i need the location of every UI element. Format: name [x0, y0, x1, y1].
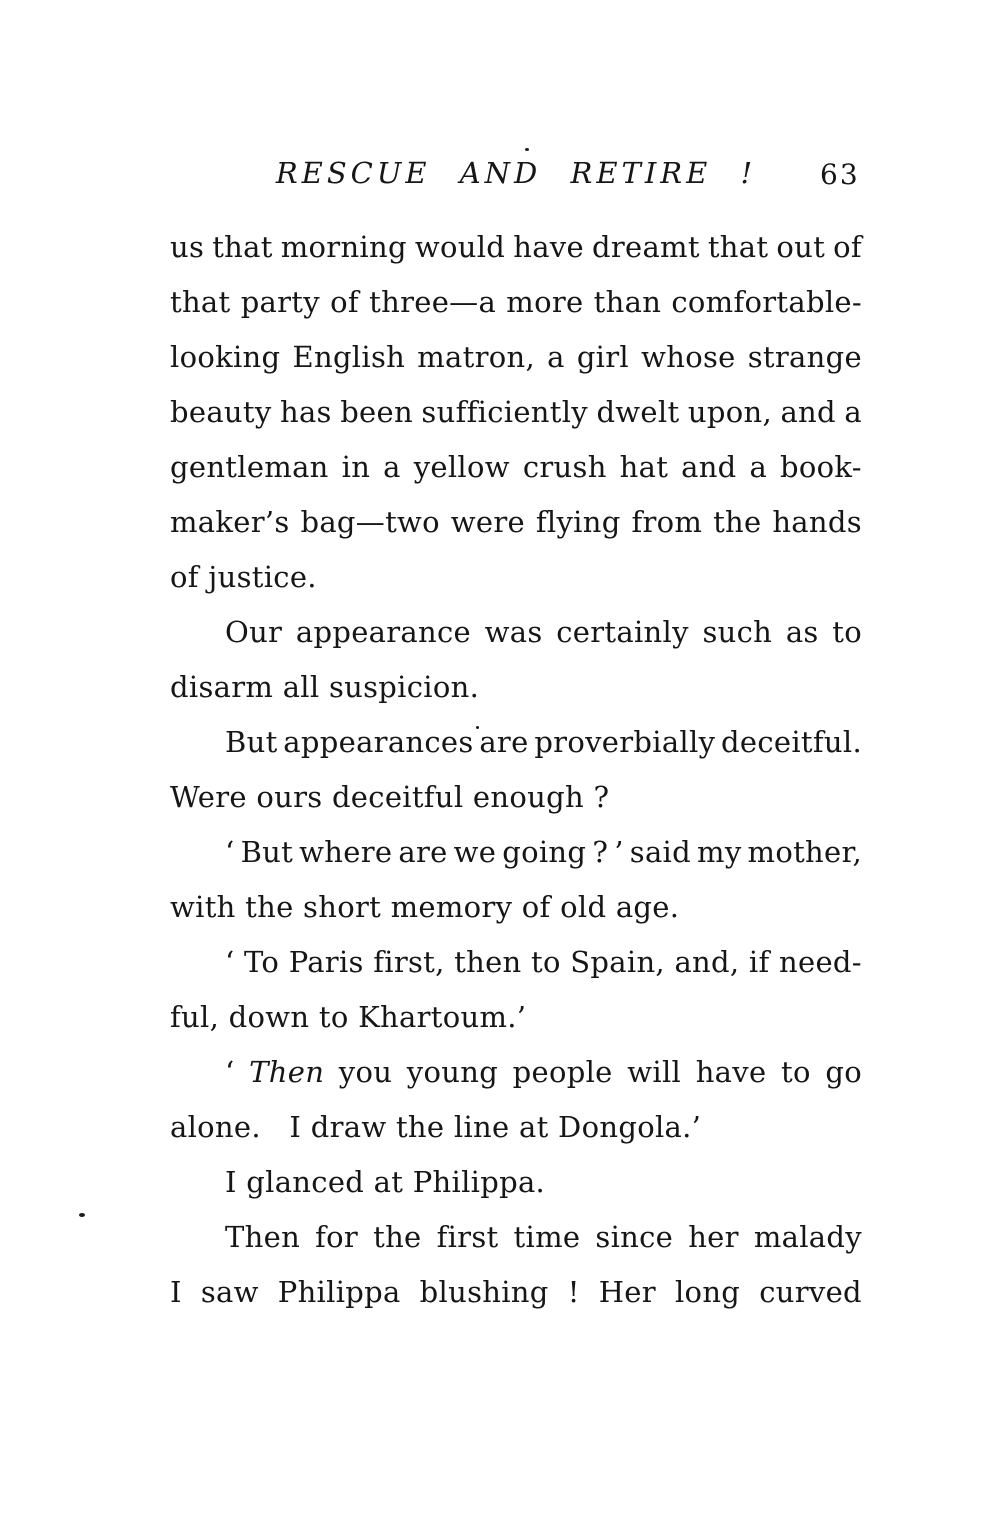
text-segment: long — [674, 1275, 741, 1309]
text-segment: are — [479, 725, 529, 759]
text-line — [170, 715, 862, 770]
text-segment: alone. I draw the line at Dongola.’ — [170, 1110, 702, 1144]
text-segment: matron, — [417, 340, 535, 374]
text-segment: with the short memory of old age. — [170, 890, 680, 924]
text-segment: a — [844, 395, 862, 429]
text-segment: have — [695, 1055, 767, 1089]
text-line — [170, 1265, 862, 1320]
paragraph — [170, 825, 862, 935]
text-line — [170, 880, 862, 935]
text-segment: would — [414, 230, 506, 264]
text-segment: her — [688, 1220, 739, 1254]
text-segment: such — [702, 615, 773, 649]
text-segment: But — [240, 835, 294, 869]
text-line — [170, 385, 862, 440]
text-segment: need- — [779, 945, 862, 979]
text-segment: the — [373, 1220, 422, 1254]
text-segment: a — [749, 450, 768, 484]
text-segment: young — [406, 1055, 499, 1089]
text-segment: hat — [619, 450, 669, 484]
text-line — [170, 1155, 862, 1210]
text-segment: will — [627, 1055, 682, 1089]
text-segment: ! — [567, 1275, 580, 1309]
scan-speck — [476, 726, 479, 729]
text-line — [170, 935, 862, 990]
text-segment: flying — [535, 505, 621, 539]
text-segment: time — [513, 1220, 581, 1254]
text-segment: was — [484, 615, 543, 649]
text-segment: and — [681, 450, 737, 484]
text-segment: ful, down to Khartoum.’ — [170, 1000, 527, 1034]
text-segment: go — [825, 1055, 862, 1089]
text-segment: whose — [641, 340, 736, 374]
text-segment: Paris — [288, 945, 364, 979]
text-line — [170, 275, 862, 330]
text-segment: first — [436, 1220, 499, 1254]
text-segment: ‘ — [225, 835, 235, 869]
text-segment: Were ours deceitful enough ? — [170, 780, 610, 814]
text-segment: were — [450, 505, 525, 539]
paragraph — [170, 715, 862, 825]
text-segment: ? — [592, 835, 609, 869]
text-segment: three—a — [369, 285, 497, 319]
text-segment: I glanced at Philippa. — [225, 1165, 546, 1199]
text-segment: yellow — [413, 450, 510, 484]
text-segment: where — [299, 835, 393, 869]
text-segment: of — [330, 285, 359, 319]
text-segment: us — [170, 230, 205, 264]
text-segment: disarm all suspicion. — [170, 670, 480, 704]
text-segment: party — [240, 285, 320, 319]
text-segment: girl — [576, 340, 629, 374]
text-segment: a — [547, 340, 565, 374]
text-segment: morning — [280, 230, 407, 264]
text-segment: going — [502, 835, 587, 869]
text-line — [170, 495, 862, 550]
text-segment: since — [595, 1220, 674, 1254]
text-segment: appearance — [295, 615, 471, 649]
text-line — [170, 605, 862, 660]
text-line — [170, 220, 862, 275]
paragraph — [170, 935, 862, 1045]
text-segment: dwelt — [596, 395, 680, 429]
text-segment: then — [454, 945, 522, 979]
text-line — [170, 660, 862, 715]
paragraph — [170, 1155, 862, 1210]
text-segment: appearances — [283, 725, 474, 759]
text-segment: I — [170, 1275, 182, 1309]
text-segment: in — [341, 450, 371, 484]
text-segment: gentleman — [170, 450, 329, 484]
text-segment: to — [531, 945, 561, 979]
text-segment: to — [781, 1055, 811, 1089]
text-segment: English — [292, 340, 406, 374]
text-segment: book- — [780, 450, 862, 484]
text-segment: curved — [759, 1275, 862, 1309]
text-line — [170, 990, 862, 1045]
page-header — [170, 155, 862, 195]
text-segment: you — [338, 1055, 393, 1089]
text-line — [170, 440, 862, 495]
text-segment: first, — [373, 945, 445, 979]
text-segment: proverbially — [534, 725, 716, 759]
text-segment: if — [748, 945, 770, 979]
text-segment: people — [512, 1055, 613, 1089]
text-segment: and, — [674, 945, 740, 979]
text-segment: my — [697, 835, 742, 869]
paragraph — [170, 220, 862, 605]
text-segment: we — [453, 835, 497, 869]
text-segment: malady — [753, 1220, 862, 1254]
text-line — [170, 330, 862, 385]
page-number: 63 — [820, 158, 860, 191]
scan-speck — [79, 1213, 85, 1217]
text-line — [170, 1100, 862, 1155]
text-segment: crush — [522, 450, 607, 484]
text-segment: bag—two — [300, 505, 440, 539]
text-segment: and — [780, 395, 836, 429]
text-segment: a — [383, 450, 401, 484]
text-segment: sufficiently — [421, 395, 588, 429]
text-line — [170, 770, 862, 825]
text-segment: Her — [598, 1275, 656, 1309]
paragraph — [170, 1210, 862, 1320]
text-segment: mother, — [747, 835, 862, 869]
scan-speck — [525, 148, 529, 151]
text-segment: saw — [200, 1275, 259, 1309]
page-body — [170, 220, 862, 1320]
text-segment: out — [776, 230, 826, 264]
text-segment: deceitful. — [721, 725, 862, 759]
text-segment: To — [244, 945, 280, 979]
text-line — [170, 1210, 862, 1265]
text-segment: maker’s — [170, 505, 290, 539]
text-segment: Then — [225, 1220, 301, 1254]
text-segment: comfortable- — [671, 285, 862, 319]
text-segment: that — [212, 230, 273, 264]
text-line — [170, 825, 862, 880]
text-segment: certainly — [556, 615, 689, 649]
text-segment: of — [833, 230, 862, 264]
text-segment: has — [279, 395, 332, 429]
text-segment: Our — [225, 615, 283, 649]
text-segment: ‘ — [225, 1055, 235, 1089]
text-segment: beauty — [170, 395, 272, 429]
text-segment: But — [225, 725, 278, 759]
paragraph — [170, 605, 862, 715]
text-segment: blushing — [419, 1275, 549, 1309]
text-segment: the — [713, 505, 762, 539]
text-line — [170, 550, 862, 605]
text-segment: said — [629, 835, 691, 869]
text-segment: Philippa — [277, 1275, 401, 1309]
text-segment: Spain, — [570, 945, 665, 979]
running-title: RESCUE AND RETIRE ! — [275, 156, 757, 190]
text-line — [170, 1045, 862, 1100]
text-segment: ’ — [614, 835, 624, 869]
text-segment: that — [707, 230, 769, 264]
text-segment: to — [832, 615, 862, 649]
text-segment: been — [340, 395, 413, 429]
text-segment: from — [631, 505, 703, 539]
text-segment: are — [398, 835, 448, 869]
text-segment: strange — [747, 340, 862, 374]
text-segment: than — [593, 285, 662, 319]
text-segment: of justice. — [170, 560, 317, 594]
text-segment: more — [506, 285, 584, 319]
text-segment: that — [170, 285, 231, 319]
text-segment: hands — [772, 505, 862, 539]
text-segment: upon, — [687, 395, 772, 429]
text-segment: looking — [170, 340, 281, 374]
italic-text: Then — [249, 1055, 325, 1089]
text-segment: dreamt — [591, 230, 700, 264]
text-segment: for — [315, 1220, 359, 1254]
text-segment: have — [513, 230, 584, 264]
text-segment: as — [785, 615, 819, 649]
text-segment: ‘ — [225, 945, 235, 979]
paragraph — [170, 1045, 862, 1155]
